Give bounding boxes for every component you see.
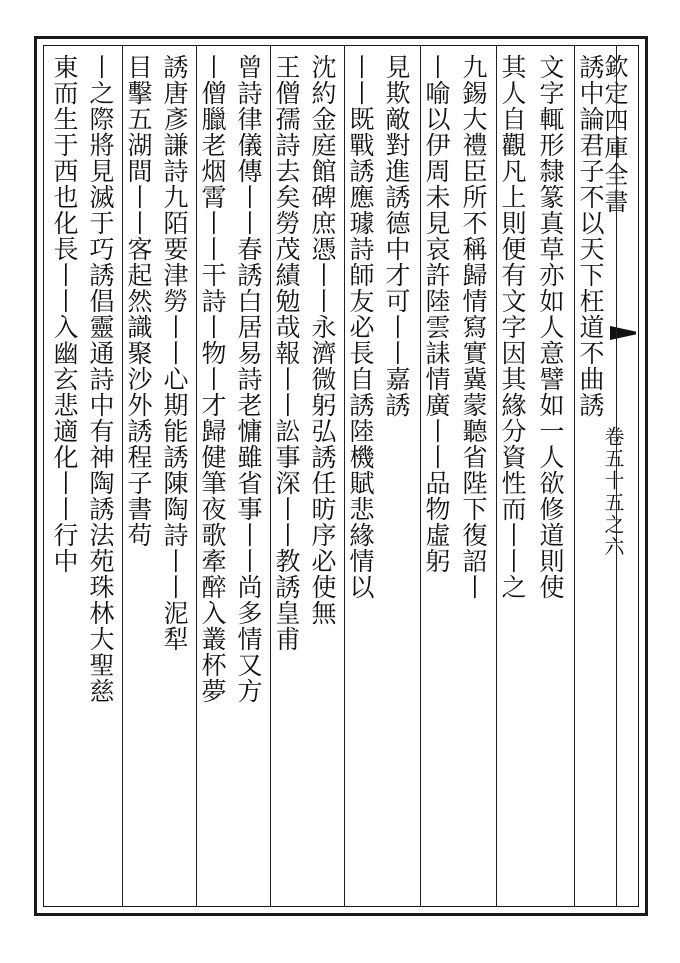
page-frame — [34, 36, 648, 916]
text-column-5: 丨喻以伊周未見哀許陸雲誄情廣丨丨品物虛躬 — [422, 54, 451, 574]
column-rule — [420, 46, 421, 906]
chapter-label: 卷五十五之六 — [601, 426, 625, 558]
column-rule — [574, 46, 575, 906]
text-column-8: 沈約金庭館碑庶憑丨丨永濟微躬弘誘任昉序必使無 — [308, 54, 337, 626]
text-column-10: 曾詩律儀傳丨丨春誘白居易詩老慵雖省事丨丨尚多情又方 — [234, 54, 263, 704]
text-column-7: 丨丨既戰誘應璩詩師友必長自誘陸機賦悲緣情以 — [346, 54, 375, 600]
text-column-9: 王僧孺詩去矣勞茂績勉哉報丨丨訟事深丨丨教誘皇甫 — [272, 54, 301, 652]
column-rule — [196, 46, 197, 906]
column-rule — [496, 46, 497, 906]
text-column-15: 東而生于西也化長丨丨入幽玄悲適化丨丨行中 — [50, 54, 79, 574]
text-column-11: 丨僧臘老烟霄丨丨干詩丨物丨才歸健筆夜歌牽醉入叢杯夢 — [198, 54, 227, 704]
column-rule — [122, 46, 123, 906]
fishtail-mark — [610, 326, 636, 340]
text-column-13: 目擊五湖間丨丨客起然識聚沙外誘程子書苟 — [124, 54, 153, 548]
book-title: 欽定四庫全書 — [600, 54, 628, 216]
text-column-4: 九錫大禮臣所不稱歸情寫實冀蒙聽省陛下復詔丨 — [459, 54, 488, 600]
text-block — [43, 45, 639, 907]
text-column-3: 其人自觀凡上則便有文字因其緣分資性而丨丨之 — [498, 54, 527, 600]
column-rule — [616, 46, 617, 906]
text-column-12: 誘唐彥謙詩九陌要津勞丨丨心期能誘陳陶詩丨丨泥犁 — [160, 54, 189, 652]
column-rule — [270, 46, 271, 906]
text-column-1: 誘中論君子不以天下枉道不曲誘 — [576, 54, 605, 418]
text-column-6: 見欺敵對進誘德中才可丨丨嘉誘 — [382, 54, 411, 418]
text-column-14: 丨之際將見滅于巧誘倡靈通詩中有神陶誘法苑珠林大聖慈 — [86, 54, 115, 704]
text-column-2: 文字輒形隸篆真草亦如人意譬如一人欲修道則使 — [536, 54, 565, 600]
column-rule — [344, 46, 345, 906]
